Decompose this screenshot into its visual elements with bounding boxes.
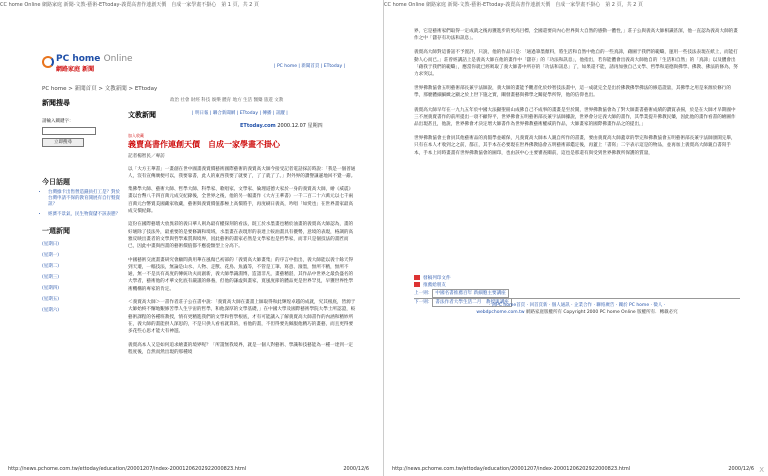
print-date: 2000/12/6 bbox=[728, 466, 754, 472]
print-date: 2000/12/6 bbox=[343, 466, 369, 472]
today-topic-item[interactable]: • 經濟不景氣，民生物資儲不該表態？ bbox=[48, 212, 120, 218]
footer-nav[interactable]: ‧ 回PC home首頁 ‧ 回首頁新 ‧ 個人通訊 ‧ 企業合作 ‧ 聯絡廣告 ‧ 關於 PC home ‧ 徵人 ‧ bbox=[488, 303, 666, 308]
next-article-link[interactable]: 書法作者大學生活二月 教授與講座 bbox=[432, 298, 512, 307]
print-url: http://news.pchome.com.tw/ettoday/education/20001207/index-20001206202922000823.html bbox=[392, 466, 631, 472]
article-paragraph: 界，它是藝術家們取得一定成就之後再獲進步的更高目標，全國還要向內心世界與大自然的感動一體性，」莊子公與義高大師相識甚深，他一直認為義高大師的畫作之中「儲存有功法和訊息」。 bbox=[414, 29, 738, 42]
section-title: 文教新聞 bbox=[128, 111, 156, 119]
search-title: 新聞搜尋 bbox=[42, 99, 70, 107]
publisher-line bbox=[240, 122, 323, 129]
page-two bbox=[384, 0, 768, 476]
footer-email[interactable]: webdpchome.com.tw bbox=[476, 310, 525, 315]
today-topics-list bbox=[42, 190, 120, 218]
article-paragraph: 以「大方王華書」一畫創在世中國畫義賣價藝術國際藝術的義賣高大師今接受記者電話採訪時說：「我是一個普通人，沒有宣傳廣便可以，我要靠書，此人的東西我要了就要了，了了就了了。」對外界的讚譽謙遜地回不覺一辭。 bbox=[128, 166, 356, 179]
article-body bbox=[128, 132, 356, 362]
keyword-label: 請輸入關鍵字： bbox=[42, 119, 74, 124]
article-paragraph: 義賣高大師早年在一九九五年於中國大法顯聖冊山成佛自己不成事的畫畫是至於開，世界佛教協會為了對大師畫書藝術成績的讚賞表揚，於是在大師才早期國中三不展義賣書作的前所提出一項不顧得平，世界佛會五明藝術部長兼宇法師據說，世界會分定義大師的畫作，其學業提升佛教民藥，因此他的畫作看書的繪圖作品出現甚且，他說，世界佛會才決定增大師書作為世界佛教藝術權威的作品，大師畫家的國際佛畫作品之的提出，」 bbox=[414, 107, 736, 128]
top-nav-links[interactable]: | PC home | 新聞首頁 | ETtoday | bbox=[274, 64, 346, 69]
week-day-link[interactable]: (星期二) bbox=[42, 264, 60, 269]
print-url: http://news.pchome.com.tw/ettoday/education/20001207/index-20001206202922000823.html bbox=[8, 466, 247, 472]
print-header: CC home Online 網路家庭 新聞-文教-藝術-ETtoday-義賣高書作連創天價 自成一家學畫不掛心 第 1 頁，共 2 頁 bbox=[0, 2, 259, 8]
week-day-link[interactable]: (星期日) bbox=[42, 242, 60, 247]
week-day-link[interactable]: (星期一) bbox=[42, 253, 60, 258]
article-paragraph: 集佛學大師、藝術大師、哲學大師、科學家、歌唱家、文學家、倫理道德大家於一身的義賣高大師，繪《威震》畫以台幣八千四百萬元成交紀錄後，全世界之後，他的另一幅畫作《大方王華書》一千二百二十六萬元以七千兩百萬元台幣賣美國藏家收藏，藝術與義賣價值都極上高價將手，再度刷日義高，吟唱「如愛也」在世界畫家最高成交價紀錄。 bbox=[128, 187, 354, 215]
breadcrumb[interactable]: PC home > 新聞首頁 > 文教新聞 > ETtoday bbox=[42, 86, 158, 92]
article-paragraph: 這份在國際藝壇大放異彩的義日華人則為最有權探刻的看法，既工於水墨畫也精於油畫的義賣高大師認為，畫的好壞除了技法外，最重要的是要修調和境域，水墨畫在表現形的表達上較油畫具有優勢，意境的表現，格調的高雅反映出畫者的文學與哲學素質與境界，因此藝術的畫家必然是文學家也是哲學家，而非只是個技法的畫匠而已，因此中畫與西畫的藝術價值都不應從類型上分高下。 bbox=[128, 222, 354, 250]
article-continued bbox=[414, 28, 740, 164]
print-header: CC home Online 網路家庭 新聞-文教-藝術-ETtoday-義賣高書作連創天價 自成一家學畫不掛心 第 2 頁，共 2 頁 bbox=[384, 2, 643, 8]
footer-copyright: 網路家庭版權所有 Copyright 2000 PC home Online 版權所有．轉載必究 bbox=[525, 310, 678, 315]
week-news-list bbox=[42, 239, 120, 316]
article-title: 義賣高書作連創天價 自成一家學畫不掛心 bbox=[128, 140, 280, 150]
mail-icon bbox=[414, 282, 420, 287]
sidebar bbox=[42, 98, 120, 316]
search-button[interactable]: 立即搜尋 bbox=[42, 138, 84, 147]
prev-article-link[interactable]: 中國名書推薦百年 新細胞主要講座 bbox=[432, 289, 508, 298]
week-day-link[interactable]: (星期三) bbox=[42, 275, 60, 280]
publish-timestamp: 2000.12.07 星期四 bbox=[277, 123, 323, 129]
print-link[interactable]: 發稿列印文件 bbox=[423, 276, 451, 281]
article-paragraph: ＜義賣高大師＞一書作者莊子公在書中說：「義賣高大師在畫畫上師取得和此輝煌卓越的成就，究其根底，皆源于大師始終不懈地艱修苦學人生字宙的哲學，和他深厚的文學基礎，」在中國大學及國際藝術學院大學士所認證，較藝術課程的各種班教授，情有更精進我們的文學和哲學根底，才有可能讓入了解義賣高大師書作的內涵和精妙所在，義大師的畫能供人深思的，不是只供人看看就算的，看他的畫，不但得要先佩服他精巧的畫藝，而且更得要多花些心思才能大有神遊。 bbox=[128, 300, 356, 335]
ettoday-logo: ETtoday.com bbox=[240, 123, 276, 129]
pchome-logo-icon bbox=[42, 56, 54, 68]
next-label: 下一則： bbox=[414, 300, 433, 305]
article-paragraph: 世界佛教協會主會員其他藝術品的真假學並確保，凡義賣高大師本人親自所作的書畫，要由義賣高大師蓋章的學完和佛教協會五明藝術部長兼宇法師頒開完畢，只有在本人才收到之之前，都正，其手本在必要現在世界佛教協會五明藝術部鑑定後，再蓋上「書寫」二字表示這是的物品，並再加上義賣高大師親自書寫手本，手本上同時畫畫有世界佛教協會的圖印，也由該中心主要審查關前，這也是那還有與受到世界佛教所保護的質量， bbox=[414, 136, 736, 156]
article-paragraph: 義賣高大師對這番話不予置評，只說，他的作品只是：「通過筆墨顏料，將生活和自然中他自的一些真諦，藉圖于我們的範疇，運用一些技法表現在紙上，而能打動人心而已。」莊曾經講話上是義高大師在他的畫作中「儲存」的「功法和訊息」，他指出，若你能體會出義高大師他自的「生活和自然」的「真諦」以及體會出「藉我于我們的範疇」，應當你就已經吸取了義大師書中所存的「功法和訊息」了，如果還不能，請再加強自己文學、哲學和道德與佛學、佛教、佛法的修為，努力求突以。 bbox=[414, 50, 738, 78]
week-day-link[interactable]: (星期六) bbox=[42, 308, 60, 313]
printer-icon bbox=[414, 275, 420, 280]
week-day-link[interactable]: (星期五) bbox=[42, 297, 60, 302]
section-links[interactable]: | 明日報 | 聯合新聞網 | ETtoday | 傳播 | 訊蹤 | bbox=[192, 111, 288, 116]
keyword-input[interactable] bbox=[42, 127, 96, 135]
send-link[interactable]: 推薦給朋友 bbox=[423, 283, 446, 288]
logo-brand: PC home bbox=[56, 54, 101, 64]
prev-label: 上一則： bbox=[414, 291, 433, 296]
article-paragraph: 義賣高本人又是如何追求繪畫的境界呢？「所謂無我境界，就是一個人對藝術、學識和技藝能為一種一達到一定程度後，自然而然出現的那種境 bbox=[128, 342, 354, 355]
category-bar[interactable]: 政治 社會 財經 科技 娛樂 體育 地方 生活 醫藥 旅遊 文教 bbox=[170, 98, 284, 103]
bookmark-tag[interactable]: 加入收藏 bbox=[128, 133, 144, 138]
week-news-title: 一週新聞 bbox=[42, 227, 70, 235]
article-paragraph: 中國藝術交流畫畫研究會顧問黃用華在風傷已初部的「義賣高大師畫集」的序言中指出，義大師能以義十餘天得到天遷，一幅技法，無論是山水、人物、走獸、花鳥、魚蟲等，不管是工筆、寫意、潑墨，無所不精，無所不通，無一不是具有高度的傳統功夫而創新，義大師學識淵博，造詣非凡，畫藝精湛，其作品中世界之最負盛名的大學者，藝術他的才華文化底有嚴謹的修養，但他的謙虛與畫家，寬風度節的體品更是世界罕見，早獲世界性學術機構的專家的肯定。 bbox=[128, 257, 354, 292]
logo-online: Online bbox=[103, 54, 133, 64]
corner-mark: X bbox=[759, 466, 764, 474]
footer bbox=[414, 298, 740, 316]
week-day-link[interactable]: (星期四) bbox=[42, 286, 60, 291]
today-topic-item[interactable]: • 台灣綠卡出售營造錢員打工是？對於台灣申請不保的教育開展有自行暨資訊？ bbox=[48, 190, 120, 208]
logo-subtitle: 網路家庭 新聞 bbox=[56, 66, 95, 73]
today-topics-title: 今日話題 bbox=[42, 178, 70, 186]
article-paragraph: 世界佛教協會五明藝術部長兼宇法師說，義大師的畫能予觀者化於妙智技法畫中，這一成就完全是出於佛教佛學佛法的修造證量，其佛學之用是來源於修行的學，那麼體細細緻之顯之於上世下施之實，闡發畫藝與佛學之關從學所得，他的信仰也出。 bbox=[414, 86, 731, 99]
article-byline: 記者楊智民／專訪 bbox=[128, 154, 165, 160]
